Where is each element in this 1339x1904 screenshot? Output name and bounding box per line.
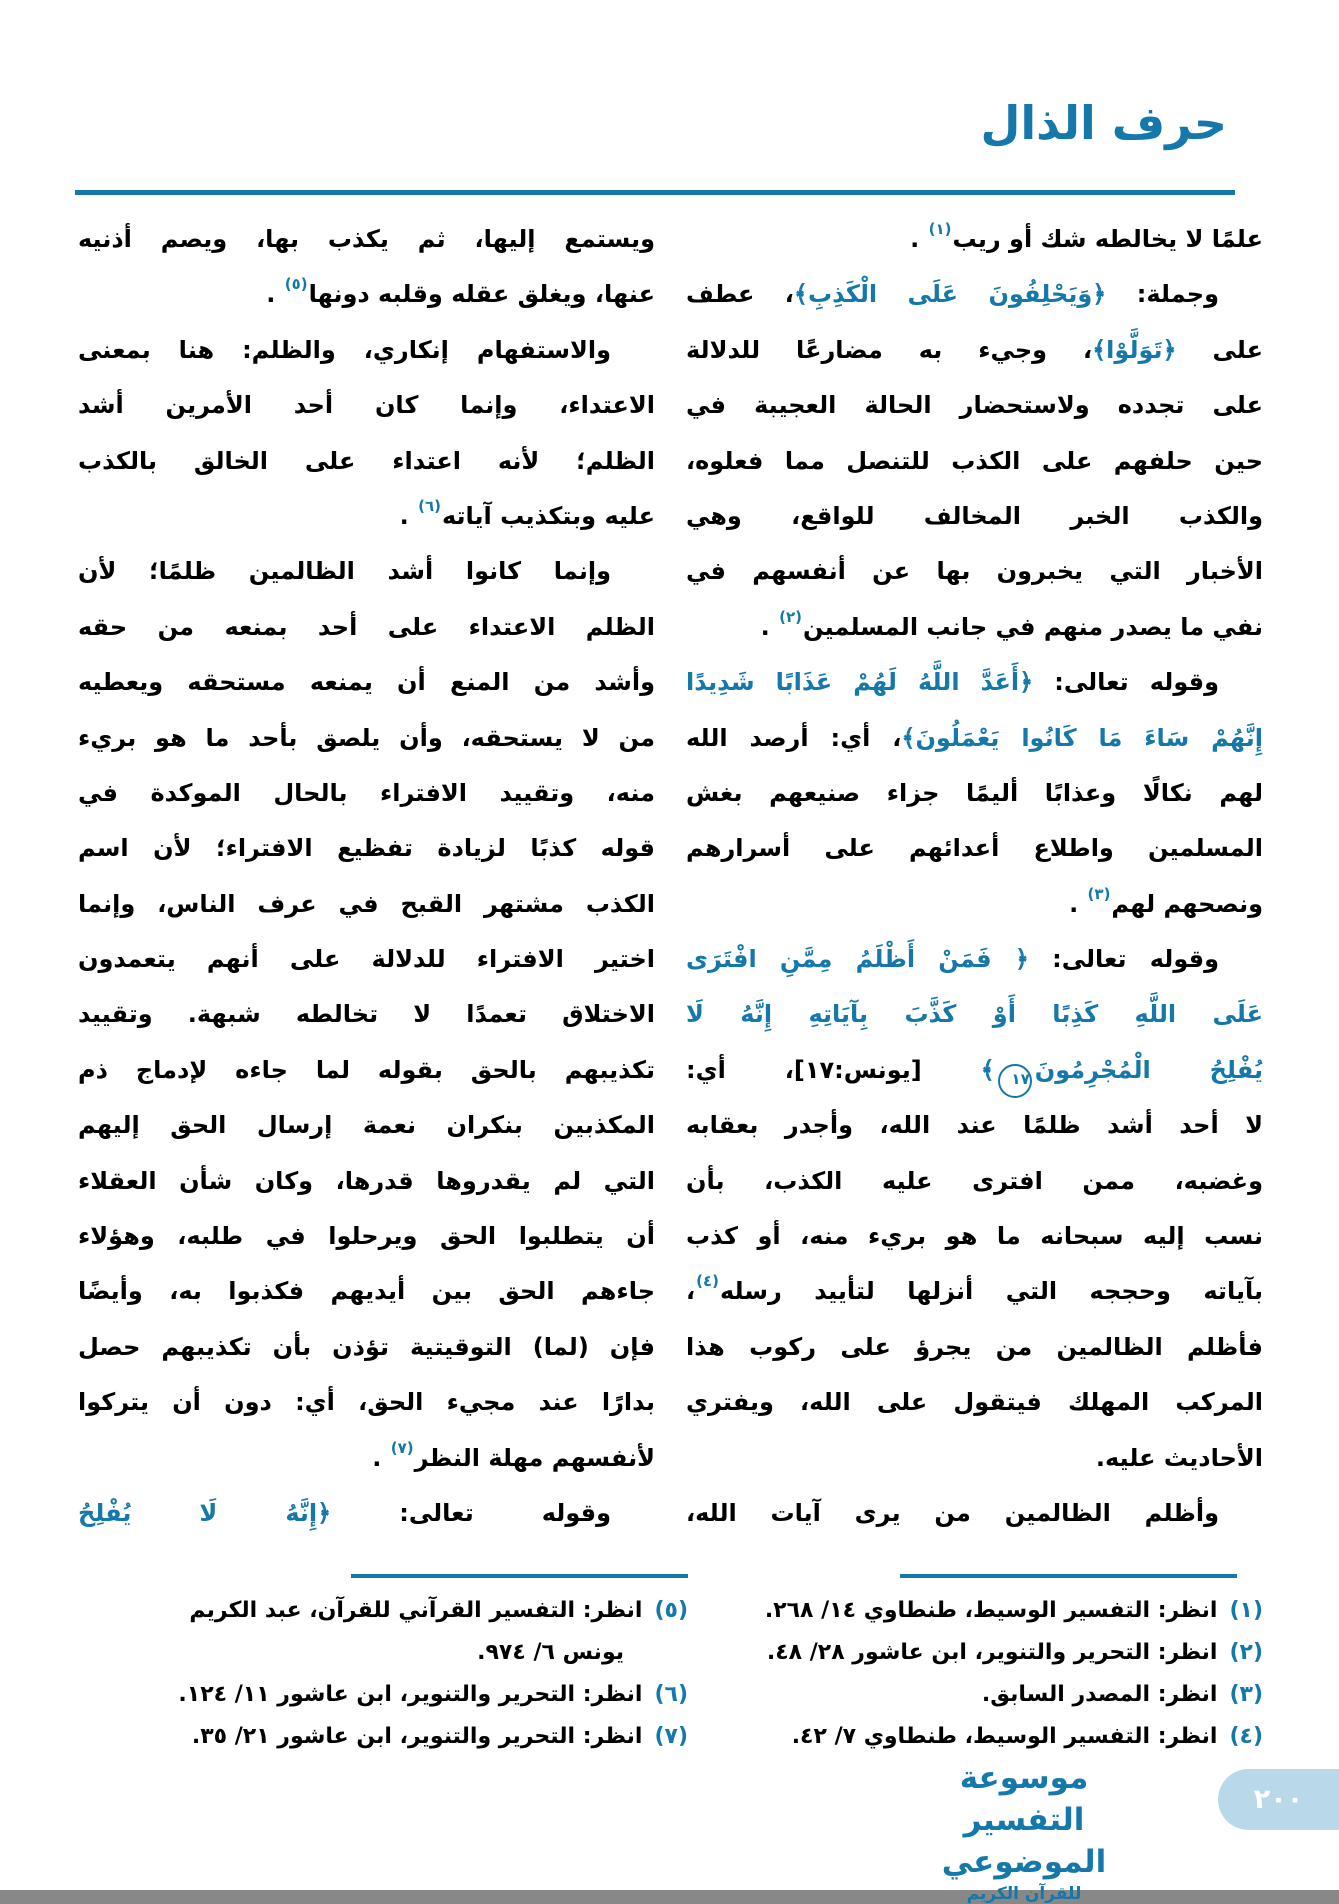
footnote-line [88,1716,688,1758]
quran-verse-text: عَلَى اللَّهِ كَذِبًا أَوْ كَذَّبَ بِآيَاتِهِ إِنَّهُ لَا [686,1000,1263,1029]
footnote-reference-marker: (٢) [779,607,803,626]
text-line [78,1375,655,1430]
text-column-left [78,212,655,1541]
logo-subtitle: للقرآن الكريم [966,1883,1082,1904]
text-line [78,267,655,322]
footnote-marker: (٧) [654,1724,688,1749]
body-text: وجملة: [1106,280,1219,309]
quran-verse-text: ﴿ فَمَنْ أَظْلَمُ مِمَّنِ افْتَرَى [686,945,1029,974]
body-text: بآياته وحججه التي أنزلها لتأييد رسله [720,1277,1263,1306]
text-line [686,821,1263,876]
body-text: وغضبه، ممن افترى عليه الكذب، بأن [686,1166,1263,1195]
quran-verse-text: يُفْلِحُ الْمُجْرِمُونَ [1034,1055,1264,1084]
text-line [78,1043,655,1098]
body-text: بدارًا عند مجيء الحق، أي: دون أن يتركوا [78,1388,655,1417]
footnote-text: انظر: التفسير القرآني للقرآن، عبد الكريم [189,1598,643,1623]
footnote-line [686,1674,1263,1716]
body-text: لهم نكالًا وعذابًا أليمًا جزاء صنيعهم بغش [686,778,1263,807]
text-line [686,932,1263,987]
body-text: وقوله تعالى: [331,1498,611,1527]
text-line [78,212,655,267]
text-line [686,877,1263,932]
header-rule [75,190,1235,195]
text-line [686,1098,1263,1153]
text-line [686,1375,1263,1430]
footnote-separator-left [351,1574,688,1578]
text-line [686,1486,1263,1541]
footnote-marker: (١) [1229,1598,1263,1623]
body-text: وإنما كانوا أشد الظالمين ظلمًا؛ لأن [78,557,611,586]
body-text: ونصحهم لهم [1111,889,1263,918]
text-line [686,1320,1263,1375]
text-line [686,711,1263,766]
body-text: عنها، ويغلق عقله وقلبه دونها [308,280,655,309]
text-line [78,1320,655,1375]
body-text: . [372,1443,390,1472]
footnote-separator-right [900,1574,1237,1578]
text-line [686,323,1263,378]
body-text: الأخبار التي يخبرون بها عن أنفسهم في [686,557,1263,586]
text-line [686,1154,1263,1209]
footnote-line [88,1674,688,1716]
text-line [78,434,655,489]
body-text: نسب إليه سبحانه ما هو بريء منه، أو كذب [686,1222,1263,1251]
text-line [686,600,1263,655]
body-text: [يونس:١٧]، أي: [686,1055,981,1084]
body-text: الاعتداء، وإنما كان أحد الأمرين أشد [78,391,655,420]
text-line [78,1098,655,1153]
body-text: الظلم الاعتداء على أحد بمنعه من حقه [78,612,655,641]
body-text: وأظلم الظالمين من يرى آيات الله، [686,1498,1219,1527]
footnote-reference-marker: (٤) [696,1272,719,1291]
footnote-text: انظر: التحرير والتنوير، ابن عاشور ٢١/ ٣٥. [191,1724,643,1749]
text-line [78,1431,655,1486]
body-text: قوله كذبًا لزيادة تفظيع الافتراء؛ لأن اسم [78,834,655,863]
body-text: . [399,501,418,530]
body-text: والكذب الخبر المخالف للواقع، وهي [686,501,1263,530]
quran-verse-text: ﴾ [980,1055,995,1084]
text-line [78,1154,655,1209]
body-text: ، عطف [686,280,794,309]
footnote-line [88,1590,688,1632]
footnotes-right [686,1590,1263,1758]
text-line [78,655,655,710]
body-text: ، وجيء به مضارعًا للدلالة [686,335,1093,364]
body-text: جاءهم الحق بين أيديهم فكذبوا به، وأيضًا [78,1277,655,1306]
body-text: . [910,225,928,253]
footnote-text: يونس ٦/ ٩٧٤. [477,1640,624,1665]
text-line [686,655,1263,710]
body-text: الاختلاق تعمدًا لا تخالطه شبهة. وتقييد [78,1000,655,1029]
footnote-marker: (٦) [654,1682,688,1707]
body-text: لا أحد أشد ظلمًا عند الله، وأجدر بعقابه [686,1111,1263,1140]
footnote-marker: (٢) [1229,1640,1263,1665]
footnote-text: انظر: التحرير والتنوير، ابن عاشور ٢٨/ ٤٨. [766,1640,1218,1665]
text-line [78,711,655,766]
body-text: المركب المهلك فيتقول على الله، ويفتري [686,1388,1263,1417]
text-line [686,766,1263,821]
body-text: والاستفهام إنكاري، والظلم: هنا بمعنى [78,335,611,364]
body-text: التي لم يقدروها قدرها، وكان شأن العقلاء [78,1166,655,1195]
text-line [78,987,655,1042]
body-text: من لا يستحقه، وأن يلصق بأحد ما هو بريء [78,723,655,752]
logo-title: موسوعة التفسير الموضوعي [941,1760,1107,1880]
text-line [686,489,1263,544]
body-text: على تجدده ولاستحضار الحالة العجيبة في [686,391,1263,420]
footnote-line [686,1590,1263,1632]
text-line [78,1209,655,1264]
text-line [78,378,655,433]
text-line [78,821,655,876]
text-line [686,544,1263,599]
text-line [78,1486,655,1541]
footnote-text: انظر: التفسير الوسيط، طنطاوي ١٤/ ٢٦٨. [764,1598,1218,1623]
footnote-line [686,1632,1263,1674]
ayah-number-ornament: ١٧ [998,1064,1032,1098]
text-line [686,212,1263,267]
text-line [78,489,655,544]
text-line [78,766,655,821]
body-text: ، [686,1277,696,1306]
body-text: وقوله تعالى: [1028,945,1220,974]
footnote-text: انظر: التفسير الوسيط، طنطاوي ٧/ ٤٢. [791,1724,1218,1749]
body-text: . [1069,889,1087,918]
quran-verse-text: ﴿إِنَّهُ لَا يُفْلِحُ [78,1498,332,1527]
text-column-right [686,212,1263,1541]
text-line [686,1264,1263,1319]
footnote-wrap-line [88,1632,688,1674]
text-line [686,434,1263,489]
body-text: حين حلفهم على الكذب للتنصل مما فعلوه، [686,446,1263,475]
text-line [78,877,655,932]
body-text: وأشد من المنع أن يمنعه مستحقه ويعطيه [78,668,655,697]
quran-verse-text: ﴿تَوَلَّوْا﴾ [1092,335,1177,364]
text-line [686,1043,1263,1098]
page-number-badge: ٢٠٠ [1218,1769,1339,1830]
footnote-reference-marker: (٧) [390,1438,414,1457]
text-line [78,1264,655,1319]
footnote-text: انظر: التحرير والتنوير، ابن عاشور ١١/ ١٢٤. [178,1682,643,1707]
body-text: الكذب مشتهر القبح في عرف الناس، وإنما [78,889,655,918]
text-line [686,1209,1263,1264]
body-text: الأحاديث عليه. [1095,1443,1263,1472]
footnote-marker: (٥) [654,1598,688,1623]
body-text: فإن (لما) التوقيتية تؤذن بأن تكذيبهم حصل [78,1332,655,1361]
footnotes-left [88,1590,688,1758]
chapter-header-title: حرف الذال [980,96,1227,150]
footnote-reference-marker: (٣) [1087,884,1111,903]
body-text: ، أي: أرصد الله [686,723,902,752]
body-text: أن يتطلبوا الحق ويرحلوا في طلبه، وهؤلاء [78,1222,655,1251]
footnote-marker: (٤) [1229,1724,1263,1749]
body-text: الظلم؛ لأنه اعتداء على الخالق بالكذب [78,446,655,475]
text-line [686,378,1263,433]
body-text: المكذبين بنكران نعمة إرسال الحق إليهم [78,1111,655,1140]
body-text: تكذيبهم بالحق بقوله لما جاءه لإدماج ذم [78,1055,655,1084]
body-text: اختير الافتراء للدلالة على أنهم يتعمدون [78,945,655,974]
body-text: على [1176,335,1263,364]
text-line [686,1431,1263,1486]
footnote-marker: (٣) [1229,1682,1263,1707]
body-text: المسلمين واطلاع أعدائهم على أسرارهم [686,834,1263,863]
body-text: علمًا لا يخالطه شك أو ريب [952,225,1263,253]
quran-verse-text: ﴿أَعَدَّ اللَّهُ لَهُمْ عَذَابًا شَدِيدًا [686,668,1034,697]
body-text: . [760,612,779,641]
body-text: منه، وتقييد الافتراء بالحال الموكدة في [78,778,655,807]
footnote-reference-marker: (١) [928,220,952,238]
body-text: نفي ما يصدر منهم في جانب المسلمين [803,612,1263,641]
text-line [78,932,655,987]
body-text: . [266,280,284,309]
footnote-text: انظر: المصدر السابق. [981,1682,1218,1707]
body-text: فأظلم الظالمين من يجرؤ على ركوب هذا [686,1332,1263,1361]
quran-verse-text: إِنَّهُمْ سَاءَ مَا كَانُوا يَعْمَلُونَ﴾ [901,723,1263,752]
body-text: ويستمع إليها، ثم يكذب بها، ويصم أذنيه [78,225,655,253]
footnote-reference-marker: (٦) [418,496,441,515]
text-line [78,544,655,599]
text-line [78,323,655,378]
body-text: عليه وبتكذيب آياته [441,501,655,530]
text-line [686,267,1263,322]
text-line [78,600,655,655]
publisher-logo [899,1758,1149,1904]
footnote-line [686,1716,1263,1758]
footnote-reference-marker: (٥) [284,275,308,294]
body-text: وقوله تعالى: [1033,668,1219,697]
body-text: لأنفسهم مهلة النظر [414,1443,655,1472]
text-line [686,987,1263,1042]
quran-verse-text: ﴿وَيَحْلِفُونَ عَلَى الْكَذِبِ﴾ [793,280,1107,309]
